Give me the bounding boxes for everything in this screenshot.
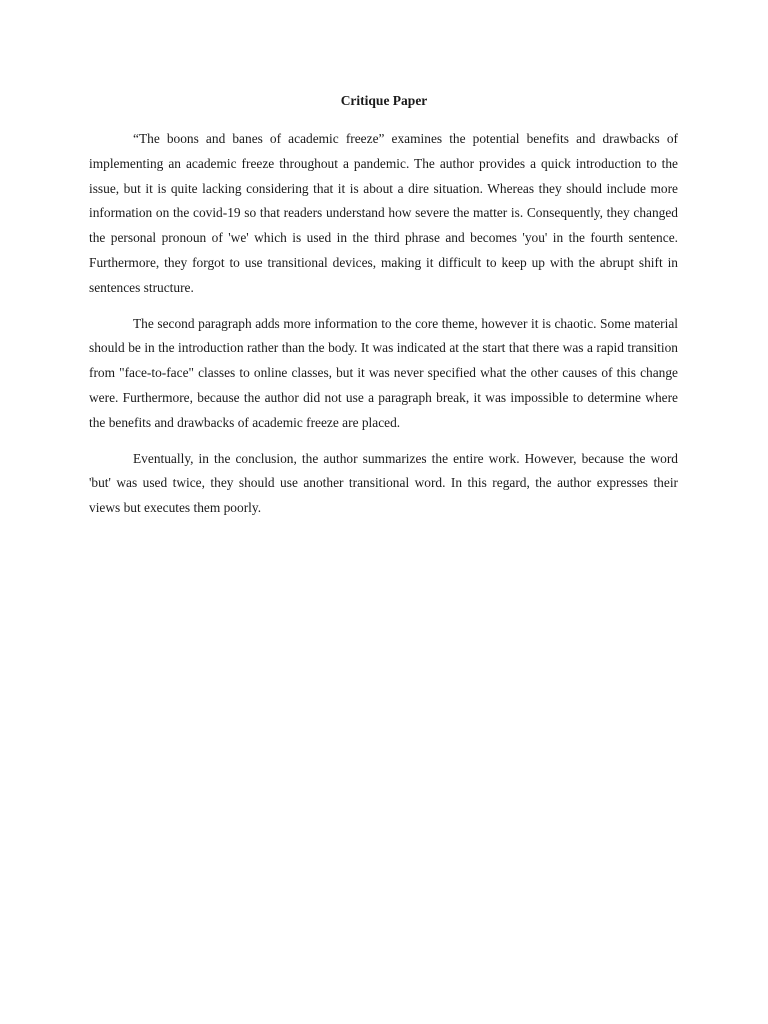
document-body <box>89 127 678 532</box>
paragraph-2: The second paragraph adds more information to the core theme, however it is chaotic. Some material should be in the introduction rather than the body. It was indicated at the start that there was a rapid transition from "face-to-face" classes to online classes, but it was never specified what the other causes of this change were. Furthermore, because the author did not use a paragraph break, it was impossible to determine where the benefits and drawbacks of academic freeze are placed. <box>89 315 678 430</box>
paragraph-3: Eventually, in the conclusion, the author summarizes the entire work. However, because the word 'but' was used twice, they should use another transitional word. In this regard, the author expresses their views but executes them poorly. <box>89 450 678 516</box>
page-title: Critique Paper <box>340 93 428 108</box>
paragraph-1: “The boons and banes of academic freeze” examines the potential benefits and drawbacks of implementing an academic freeze throughout a pandemic. The author provides a quick introduction to the issue, but it is quite lacking considering that it is about a dire situation. Whereas they should include more information on the covid-19 so that readers understand how severe the matter is. Consequently, they changed the personal pronoun of 'we' which is used in the third phrase and becomes 'you' in the fourth sentence. Furthermore, they forgot to use transitional devices, making it difficult to keep up with the abrupt shift in sentences structure. <box>89 131 678 295</box>
